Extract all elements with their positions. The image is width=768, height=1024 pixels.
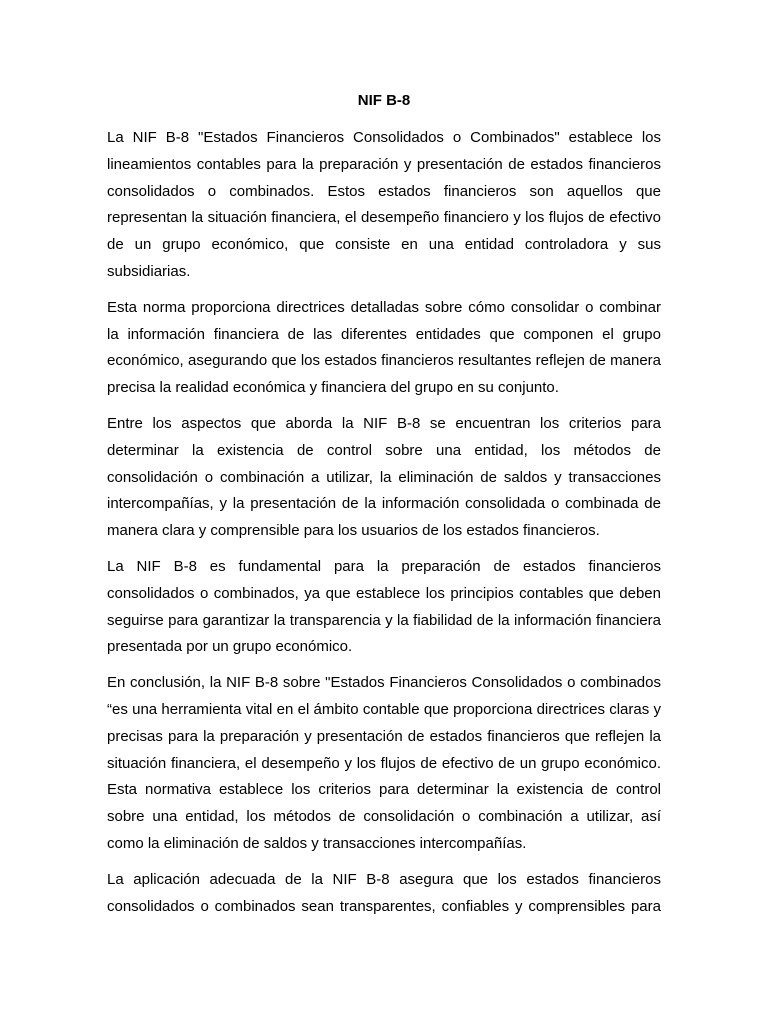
paragraph-intro: La NIF B-8 "Estados Financieros Consolidados o Combinados" establece los lineamientos contables para la preparación y presentación de estados financieros consolidados o combinados. Estos estados financieros son aquellos que representan la situación financiera, el desempeño financiero y los flujos de efectivo de un grupo económico, que consiste en una entidad controladora y sus subsidiarias. <box>107 129 661 280</box>
document-title: NIF B-8 <box>357 92 411 109</box>
paragraph-application: La aplicación adecuada de la NIF B-8 asegura que los estados financieros consolidados o combinados sean transparentes, confiables y comprensibles para <box>107 870 661 915</box>
paragraph-importance: La NIF B-8 es fundamental para la preparación de estados financieros consolidados o combinados, ya que establece los principios contables que deben seguirse para garantizar la transparencia y la fiabilidad de la información financiera presentada por un grupo económico. <box>107 557 661 656</box>
paragraph-guidelines: Esta norma proporciona directrices detalladas sobre cómo consolidar o combinar la información financiera de las diferentes entidades que componen el grupo económico, asegurando que los estados financieros resultantes reflejen de manera precisa la realidad económica y financiera del grupo en su conjunto. <box>107 298 661 397</box>
paragraph-aspects: Entre los aspectos que aborda la NIF B-8 se encuentran los criterios para determinar la existencia de control sobre una entidad, los métodos de consolidación o combinación a utilizar, la eliminación de saldos y transacciones intercompañías, y la presentación de la información consolidada o combinada de manera clara y comprensible para los usuarios de los estados financieros. <box>107 414 661 540</box>
paragraph-conclusion: En conclusión, la NIF B-8 sobre "Estados Financieros Consolidados o combinados “es una herramienta vital en el ámbito contable que proporciona directrices claras y precisas para la preparación y presentación de estados financieros que reflejen la situación financiera, el desempeño y los flujos de efectivo de un grupo económico. Esta normativa establece los criterios para determinar la existencia de control sobre una entidad, los métodos de consolidación o combinación a utilizar, así como la eliminación de saldos y transacciones intercompañías. <box>107 674 661 852</box>
